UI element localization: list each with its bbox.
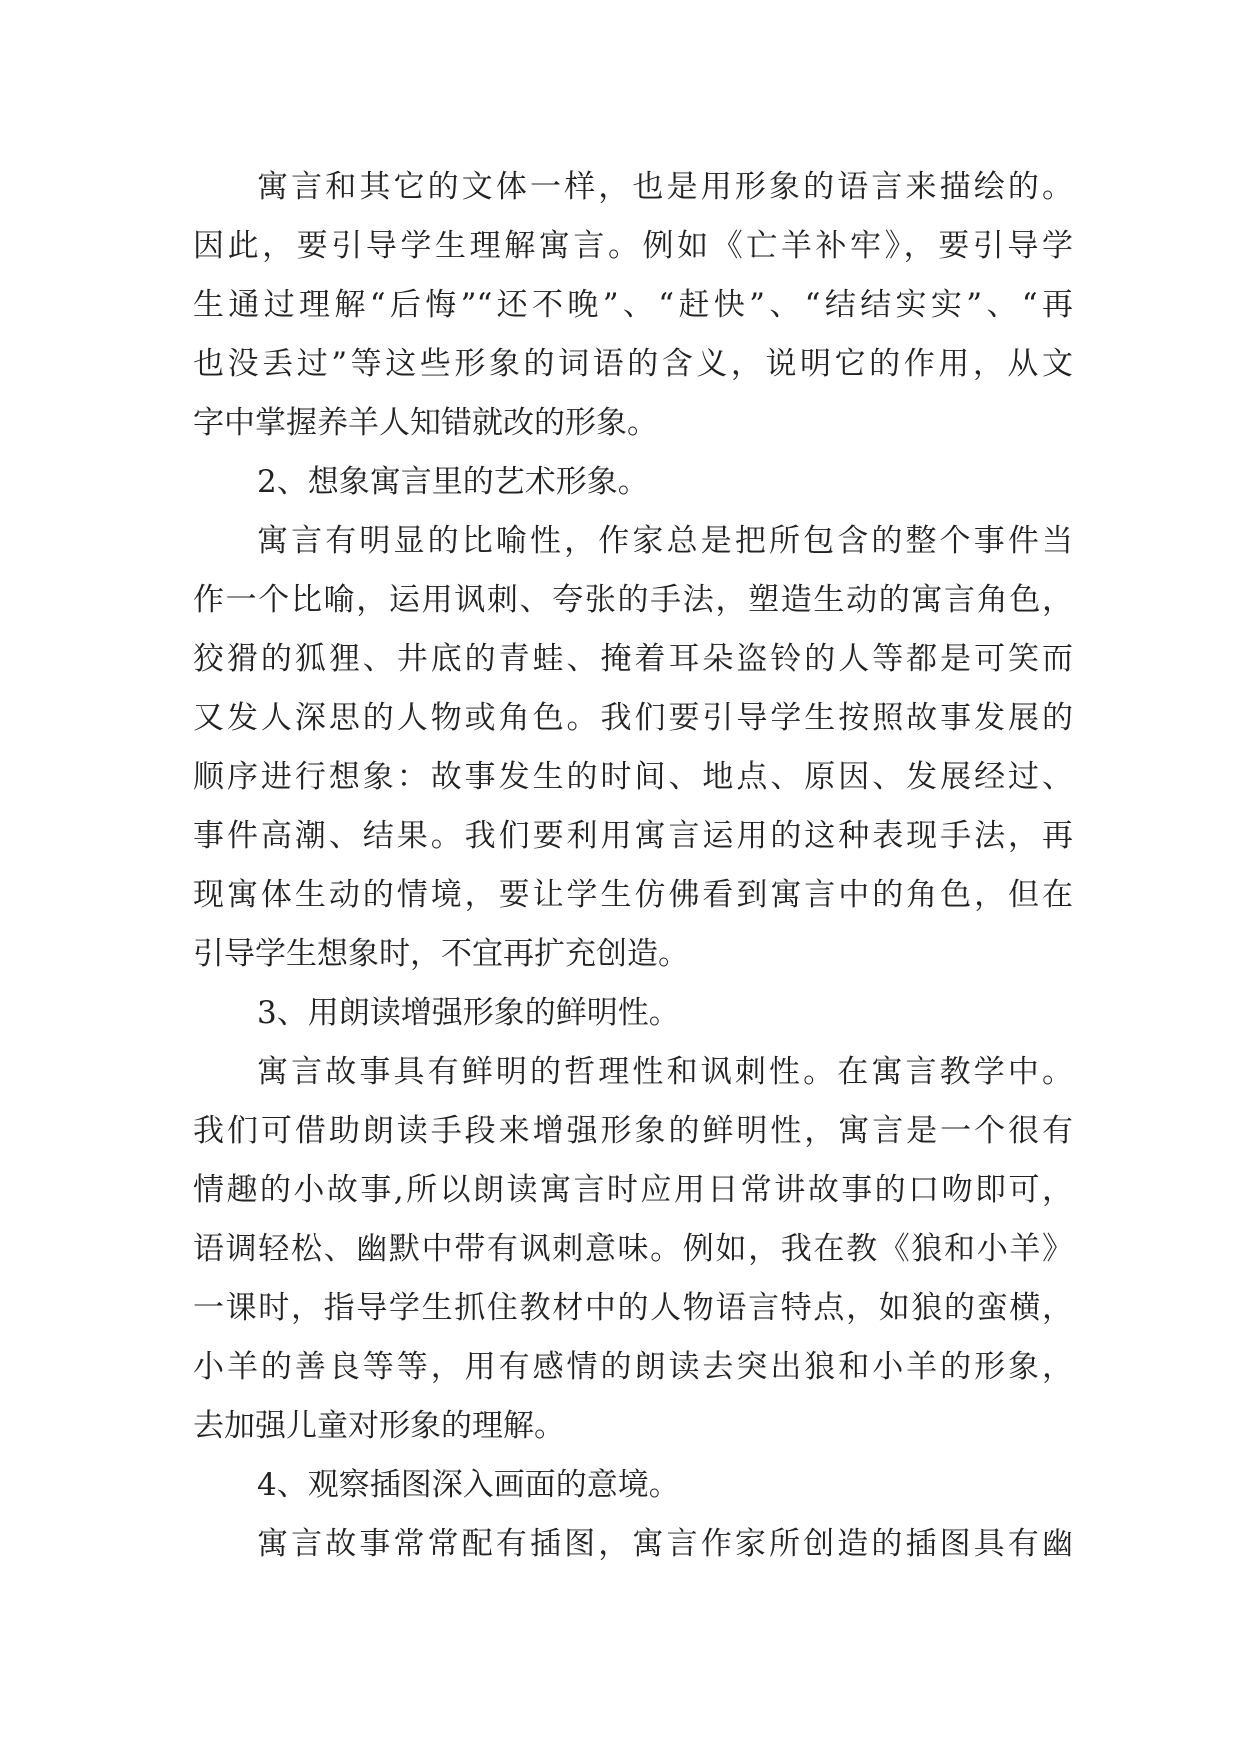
text-line-17: 我们可借助朗读手段来增强形象的鲜明性，寓言是一个很有 — [193, 1113, 1073, 1149]
text-line-11: 顺序进行想象：故事发生的时间、地点、原因、发展经过、 — [193, 759, 1073, 795]
text-line-3: 生通过理解“后悔”“还不晚”、“赶快”、“结结实实”、“再 — [193, 287, 1073, 323]
text-line-19: 语调轻松、幽默中带有讽刺意味。例如，我在教《狼和小羊》 — [193, 1231, 1073, 1267]
text-line-20: 一课时，指导学生抓住教材中的人物语言特点，如狼的蛮横， — [193, 1290, 1073, 1326]
body-text — [193, 158, 1073, 1574]
section-heading-2: 2、想象寓言里的艺术形象。 — [257, 464, 649, 500]
text-line-4: 也没丢过”等这些形象的词语的含义，说明它的作用，从文 — [193, 346, 1073, 382]
section-heading-4: 4、观察插图深入画面的意境。 — [257, 1467, 680, 1503]
text-line-14: 引导学生想象时，不宜再扩充创造。 — [193, 936, 689, 972]
text-line-12: 事件高潮、结果。我们要利用寓言运用的这种表现手法，再 — [193, 818, 1073, 854]
section-heading-3: 3、用朗读增强形象的鲜明性。 — [257, 995, 680, 1031]
text-line-16: 寓言故事具有鲜明的哲理性和讽刺性。在寓言教学中。 — [257, 1054, 1073, 1090]
text-line-1: 寓言和其它的文体一样，也是用形象的语言来描绘的。 — [257, 169, 1073, 205]
text-line-21: 小羊的善良等等，用有感情的朗读去突出狼和小羊的形象， — [193, 1349, 1073, 1385]
text-line-2: 因此，要引导学生理解寓言。例如《亡羊补牢》，要引导学 — [193, 228, 1073, 264]
text-line-8: 作一个比喻，运用讽刺、夸张的手法，塑造生动的寓言角色， — [193, 582, 1073, 618]
text-line-10: 又发人深思的人物或角色。我们要引导学生按照故事发展的 — [193, 700, 1073, 736]
text-line-24: 寓言故事常常配有插图，寓言作家所创造的插图具有幽 — [257, 1526, 1073, 1562]
text-line-18: 情趣的小故事,所以朗读寓言时应用日常讲故事的口吻即可， — [193, 1172, 1073, 1208]
text-line-13: 现寓体生动的情境，要让学生仿佛看到寓言中的角色，但在 — [193, 877, 1073, 913]
text-line-5: 字中掌握养羊人知错就改的形象。 — [193, 405, 658, 441]
text-line-9: 狡猾的狐狸、井底的青蛙、掩着耳朵盗铃的人等都是可笑而 — [193, 641, 1073, 677]
text-line-7: 寓言有明显的比喻性，作家总是把所包含的整个事件当 — [257, 523, 1073, 559]
text-line-22: 去加强儿童对形象的理解。 — [193, 1408, 565, 1444]
